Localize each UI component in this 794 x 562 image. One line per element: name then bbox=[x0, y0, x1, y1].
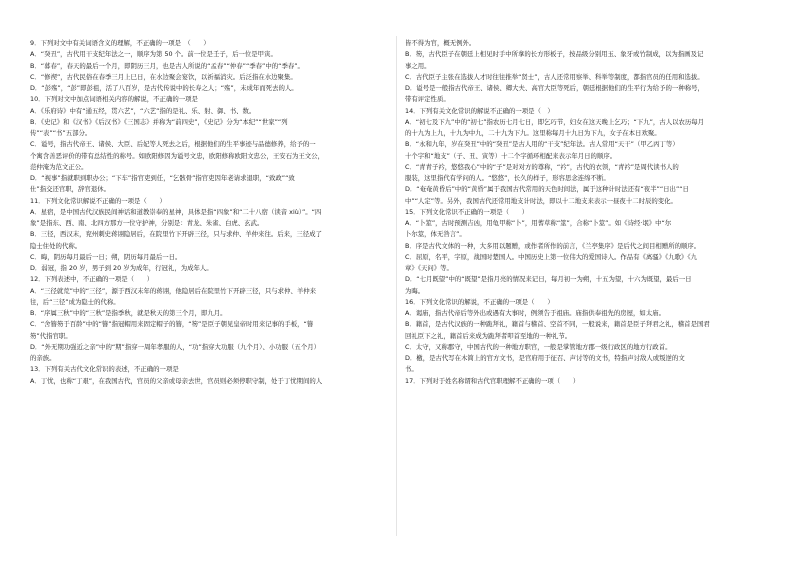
text-line: D．“彭殇”，“彭”即彭祖，活了八百岁，是古代传说中的长寿之人；“殇”，未成年而死去的人。 bbox=[30, 84, 298, 92]
text-line: 往，后“三径”成为隐士的代称。 bbox=[30, 297, 120, 306]
text-line: C．晦，阴历每月最后一日；朔，阴历每月最后一日。 bbox=[30, 252, 182, 261]
text-line: D．“七月既望”中的“既望”是指月亮的情况来记日，每月初一为朔，十五为望，十六为既望，最后一日 bbox=[405, 275, 692, 284]
text-line: 带有评定性质。 bbox=[405, 95, 450, 104]
text-line: A．“三径就荒”中的“三径”，源于西汉末年的蒋诩，他隐居后在院里竹下开辟三径，只与求仲、羊仲来 bbox=[30, 286, 317, 295]
text-line: 为晦。 bbox=[405, 286, 425, 295]
text-line: 书。 bbox=[405, 365, 418, 374]
text-line: A．“癸丑”，古代用干支纪年法之一，顺序为第 50 个。前一位是壬子，后一位是甲寅。 bbox=[30, 50, 277, 59]
text-line: A．谒庙，指古代帝后等外出或遇有大事时，例须告于祖庙。庙指供奉祖先的房屋，如太庙。 bbox=[405, 309, 665, 317]
text-line: 13．下列有关古代文化常识的表述，不正确的一项是 bbox=[30, 365, 179, 374]
text-line: C．屈原，名平，字原，战国时楚国人。中国历史上第一位伟大的爱国诗人。作品有《离骚》《九歌》《九 bbox=[405, 252, 698, 261]
text-line: D．谥号是一般指古代帝王、诸侯、卿大夫、高官大臣等死后，朝廷根据他们的生平行为给予的一种称号， bbox=[405, 84, 704, 92]
text-line: B．籍首，是古代汉族的一种跪拜礼，籍首与稽首、空首不同，一般说来，籍首是臣子拜君之礼，稽首是国君 bbox=[405, 320, 710, 329]
left-column bbox=[30, 38, 390, 387]
text-line: 15．下列文化常识不正确的一项是（ ） bbox=[405, 207, 529, 216]
text-line: B．“永和九年，岁在癸丑”中的“癸丑”是古人用的“干支”纪年法。古人常用“天干”（甲乙丙丁等） bbox=[405, 140, 679, 149]
text-line: B．《史记》和《汉书》《后汉书》《三国志》并称为“前四史”，《史记》分为“本纪”“世家”“列 bbox=[30, 117, 288, 126]
text-line: 17．下列对于姓名称谓和古代官职理解不正确的一项（ ） bbox=[405, 376, 580, 385]
text-line: 章》《天问》等。 bbox=[405, 264, 453, 272]
text-line: D．“外无期功强近之亲”中的“期”指穿一周年孝服的人，“功”指穿大功服（九个月）、小功服（五个月） bbox=[30, 342, 320, 351]
text-line: B．笏，古代臣子在朝廷上相见时手中所拿的长方形板子，按品级分别用玉、象牙或竹制成，以为指画及记 bbox=[405, 50, 704, 59]
text-line: 隐士住处的代称。 bbox=[30, 241, 82, 250]
text-line: C．古代臣子主张在选拔人才时往往推举“贤士”，古人还常用察举、科举等制度，都指官员的任用和选拔。 bbox=[405, 72, 704, 81]
text-line: A．星宿，是中国古代汉族民间神话和道教崇奉的星神，具体是指“四象”和“二十八宿（读音 xiù）”。“四 bbox=[30, 207, 322, 216]
text-line: B．“序属三秋”中的“三秋”是指季秋，就是秋天的第三个月，即九月。 bbox=[30, 309, 227, 317]
text-line: 事之用。 bbox=[405, 61, 431, 70]
text-line: D．弱冠，指 20 岁，男子到 20 岁为成年，行冠礼，为成年人。 bbox=[30, 264, 213, 272]
right-column bbox=[405, 38, 765, 387]
text-line: C．“青青子衿，悠悠我心”中的“子”是对对方的尊称，“衿”，古代的衣领，“青衿”是周代读书人的 bbox=[405, 162, 679, 171]
text-line: A．丁忧，也称“丁艰”，在我国古代，官员的父亲或母亲去世，官员则必须停职守制，处于丁忧期间的人 bbox=[30, 376, 323, 385]
text-line: 卜尔筮，体无咎言”。 bbox=[405, 230, 466, 239]
text-line: 笏”代指官职。 bbox=[30, 331, 72, 340]
text-line: 11．下列文化常识解说不正确的一项是（ ） bbox=[30, 196, 166, 205]
text-line: 中”“人定”等。另外，我国古代还常用地支计时法，即以十二地支来表示一昼夜十二时辰的变化。 bbox=[405, 196, 677, 205]
text-line: 象”是指东、西、南、北四方那方一位守护神，分别是：青龙、朱雀、白虎、玄武。 bbox=[30, 219, 264, 227]
text-line: 服装，这里指代有学问的人。“悠悠”，长久的样子，形容思念连绵不断。 bbox=[405, 174, 610, 182]
column-divider bbox=[396, 36, 397, 536]
text-line: 传”“表”“书”五部分。 bbox=[30, 129, 92, 137]
text-line: 十个字和“地支”（子、丑、寅等）十二个字循环相配来表示年月日的顺序。 bbox=[405, 151, 617, 160]
text-line: C．“修禊”，古代民俗在春季三月上巳日，在水边聚会宴饮，以祈福消灾。后泛指在水边聚集。 bbox=[30, 72, 297, 81]
text-line: C．太守，又称郡守，中国古代的一种地方职官，一般是掌管地方郡一级行政区的地方行政首。 bbox=[405, 342, 672, 351]
text-line: 范仲淹为范文正公。 bbox=[30, 162, 88, 171]
text-line: D．“视事”指就职到职办公；“下车”指官吏到任，“乞骸骨”指官吏因年老请求退职，“致政”“致 bbox=[30, 174, 295, 182]
text-line: B．三径，西汉末，兖州刺史蒋诩隐居后，在院里竹下开辟三径，只与求仲、羊仲来往。后来，三径成了 bbox=[30, 230, 322, 239]
text-line: B．“暮春”，春天的最后一个月，即阴历三月，也是古人所说的“孟春”“仲春”“季春”中的“季春”。 bbox=[30, 61, 304, 70]
text-line: 个寓含善恶评价的带有总结性的称号。如欧阳修因为谥号文忠，欧阳修称欧阳文忠公，王安石为王文公， bbox=[30, 151, 324, 160]
text-line: A．《乐府诗》中有“通五经，贯六艺”，“六艺”指的是礼、乐、射、御、书、数。 bbox=[30, 106, 256, 115]
text-line: D．檄，是古代写在木简上的官方文书，是官府用于征召、声讨等的文书，特指声讨敌人或叛逆的文 bbox=[405, 354, 685, 362]
text-line: C．谥号，指古代帝王、诸侯、大臣、后妃等人死去之后，根据他们的生平事迹与品德修养，给予的一 bbox=[30, 140, 316, 149]
text-line: 的亲族。 bbox=[30, 354, 56, 362]
text-line: A．“初七及下九”中的“初七”指农历七月七日，即乞巧节，妇女在这天晚上乞巧；“下九”，古人以农历每月 bbox=[405, 117, 705, 126]
text-line: 的十九为上九，十九为中九，二十九为下九。这里称每月十九日为下九，女子在本日欢聚。 bbox=[405, 129, 661, 137]
text-line: 仕”指交还官职，辞官退休。 bbox=[30, 185, 110, 194]
text-line: A．“卜筮”，古时预测吉凶，用龟甲称“卜”，用蓍草称“筮”，合称“卜筮”。如《诗经·氓》中“尔 bbox=[405, 219, 672, 227]
text-line: B．序是古代文体的一种，大多用以题赠，或作者所作的前言，《兰亭集序》是后代之间目相赠所的顺序。 bbox=[405, 241, 701, 250]
text-line: C．“舍簪笏于百龄”中的“簪”指冠帽用来固定帽子的簪，“笏”是臣子朝见皇帝时用来记事的手板，“簪 bbox=[30, 320, 314, 329]
text-line: 回礼臣下之礼，籍首后来成为跪拜者叩首至地的一种礼节。 bbox=[405, 331, 572, 340]
text-line: 16．下列文化常识的解说，不正确的一项是（ ） bbox=[405, 297, 554, 306]
text-line: 9．下列对文中有关词语含义的理解，不正确的一项是 （ ） bbox=[30, 39, 210, 47]
text-line: 10．下列对文中加点词语相关内容的解说，不正确的一项是 bbox=[30, 95, 198, 104]
text-line: 14．下列有关文化常识的解说不正确的一项是（ ） bbox=[405, 106, 554, 115]
text-line: D．“奄奄黄昏后”中的“黄昏”属于我国古代常用的天色时间法，属于这种计时法还有“夜半”“日出”“日 bbox=[405, 185, 689, 194]
text-line: 12．下列表述中，不正确的一项是（ ） bbox=[30, 275, 154, 284]
text-line: 皆不得为官，概无例外。 bbox=[405, 39, 476, 47]
